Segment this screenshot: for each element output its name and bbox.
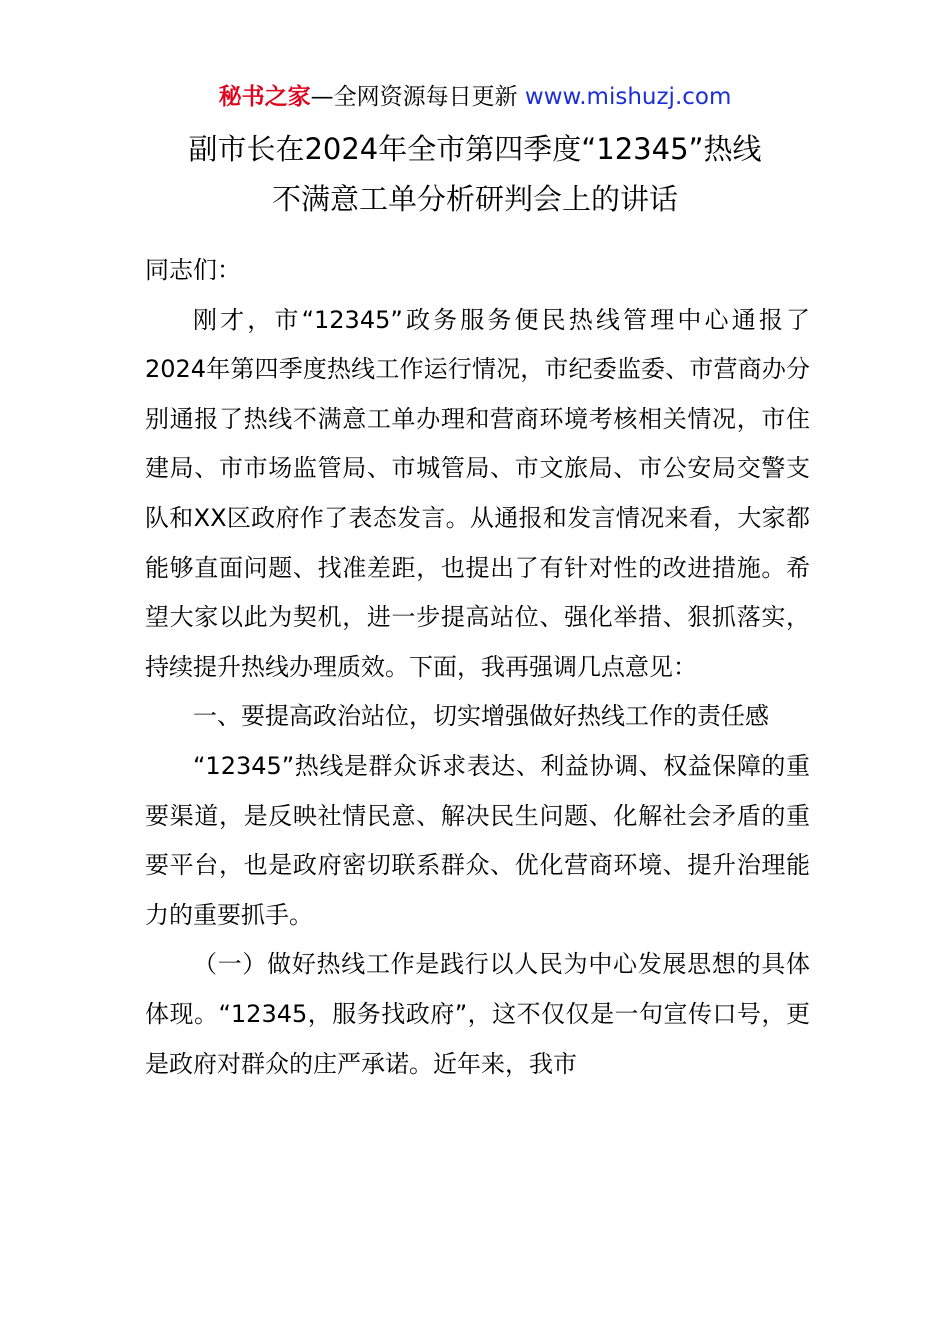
section-heading-1: 一、要提高政治站位，切实增强做好热线工作的责任感 [193,702,769,731]
title-line-2: 不满意工单分析研判会上的讲话 [271,182,678,216]
site-tagline: —全网资源每日更新 [310,84,518,110]
site-header [0,80,950,114]
paragraph-intro: 刚才，市“12345”政务服务便民热线管理中心通报了2024年第四季度热线工作运行情况，市纪委监委、市营商办分别通报了热线不满意工单办理和营商环境考核相关情况，市住建局、市市场监管局、市城管局、市文旅局、市公安局交警支队和XX区政府作了表态发言。从通报和发言情况来看，大家都能够直面问题、找准差距，也提出了有针对性的改进措施。希望大家以此为契机，进一步提高站位、强化举措、狠抓落实，持续提升热线办理质效。下面，我再强调几点意见： [145,305,810,681]
salutation: 同志们： [145,256,241,284]
site-url[interactable]: www.mishuzj.com [524,84,732,110]
paragraph-hotline-role: “12345”热线是群众诉求表达、利益协调、权益保障的重要渠道，是反映社情民意、解决民生问题、化解社会矛盾的重要平台，也是政府密切联系群众、优化营商环境、提升治理能力的重要抓手。 [145,751,810,929]
site-brand: 秘书之家 [218,84,311,110]
document-title [60,124,890,224]
title-line-1: 副市长在2024年全市第四季度“12345”热线 [188,132,762,166]
document-body [145,246,810,1089]
paragraph-subsection-1: （一）做好热线工作是践行以人民为中心发展思想的具体体现。“12345，服务找政府”，这不仅仅是一句宣传口号，更是政府对群众的庄严承诺。近年来，我市 [145,950,810,1078]
